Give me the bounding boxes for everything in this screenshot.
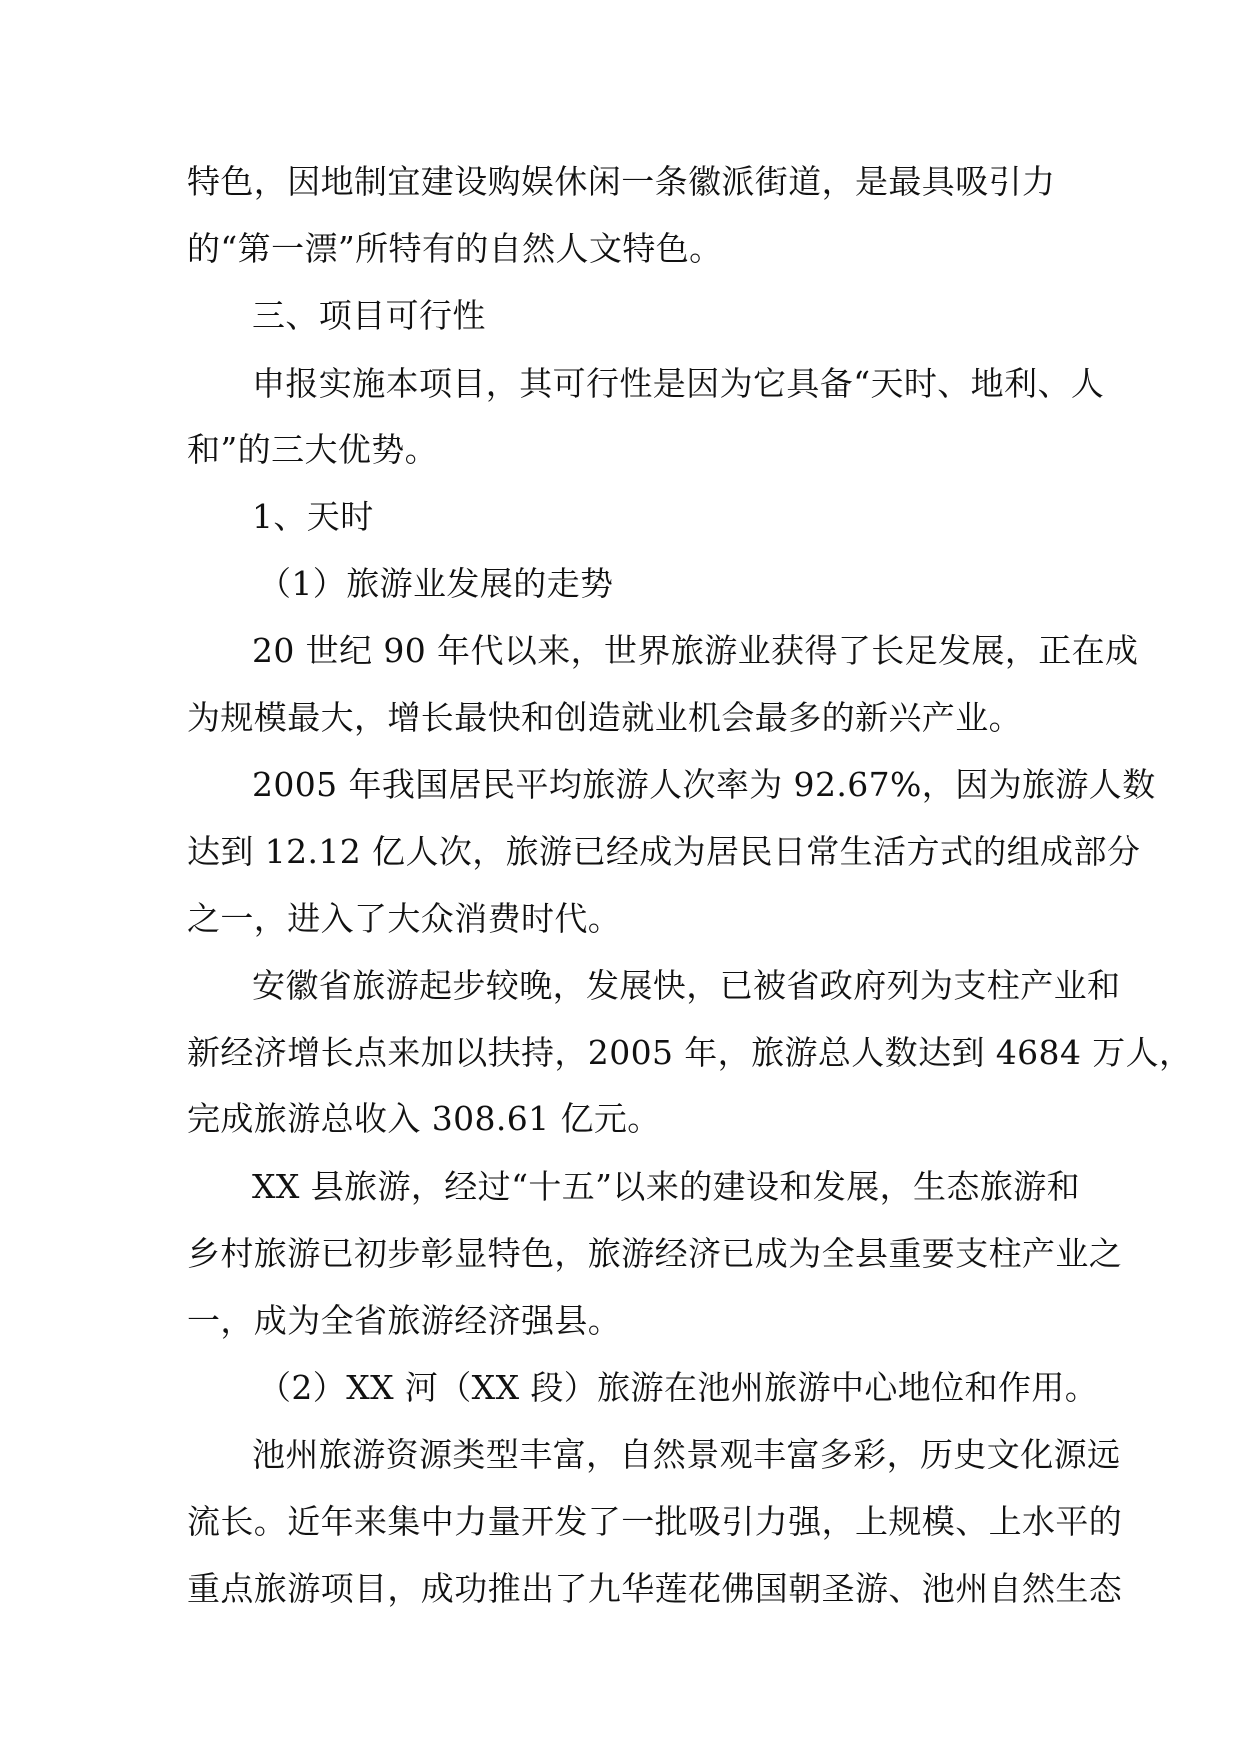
paragraph-line: 和”的三大优势。 <box>187 430 439 469</box>
paragraph-line: 20 世纪 90 年代以来，世界旅游业获得了长足发展，正在成 <box>252 631 1139 670</box>
subsection-heading: 1、天时 <box>252 497 374 536</box>
subsection-heading: （2）XX 河（XX 段）旅游在池州旅游中心地位和作用。 <box>258 1368 1099 1407</box>
paragraph-line: 申报实施本项目，其可行性是因为它具备“天时、地利、人 <box>252 364 1105 403</box>
paragraph-line: 为规模最大，增长最快和创造就业机会最多的新兴产业。 <box>187 698 1022 737</box>
paragraph-line: 特色，因地制宜建设购娱休闲一条徽派街道，是最具吸引力 <box>187 162 1056 201</box>
paragraph-line: 的“第一漂”所特有的自然人文特色。 <box>187 229 723 268</box>
paragraph-line: 安徽省旅游起步较晚，发展快，已被省政府列为支柱产业和 <box>252 966 1121 1005</box>
paragraph-line: 池州旅游资源类型丰富，自然景观丰富多彩，历史文化源远 <box>252 1435 1121 1474</box>
paragraph-line: 一，成为全省旅游经济强县。 <box>187 1301 622 1340</box>
section-heading: 三、项目可行性 <box>252 296 486 335</box>
paragraph-line: XX 县旅游，经过“十五”以来的建设和发展，生态旅游和 <box>252 1167 1081 1206</box>
paragraph-line: 乡村旅游已初步彰显特色，旅游经济已成为全县重要支柱产业之 <box>187 1234 1123 1273</box>
paragraph-line: 流长。近年来集中力量开发了一批吸引力强，上规模、上水平的 <box>187 1502 1123 1541</box>
paragraph-line: 完成旅游总收入 308.61 亿元。 <box>187 1099 661 1138</box>
paragraph-line: 重点旅游项目，成功推出了九华莲花佛国朝圣游、池州自然生态 <box>187 1569 1123 1608</box>
subsection-heading: （1）旅游业发展的走势 <box>258 564 614 603</box>
paragraph-line: 之一，进入了大众消费时代。 <box>187 899 622 938</box>
paragraph-line: 新经济增长点来加以扶持，2005 年，旅游总人数达到 4684 万人， <box>187 1033 1193 1072</box>
paragraph-line: 达到 12.12 亿人次，旅游已经成为居民日常生活方式的组成部分 <box>187 832 1141 871</box>
paragraph-line: 2005 年我国居民平均旅游人次率为 92.67%，因为旅游人数 <box>252 765 1156 804</box>
